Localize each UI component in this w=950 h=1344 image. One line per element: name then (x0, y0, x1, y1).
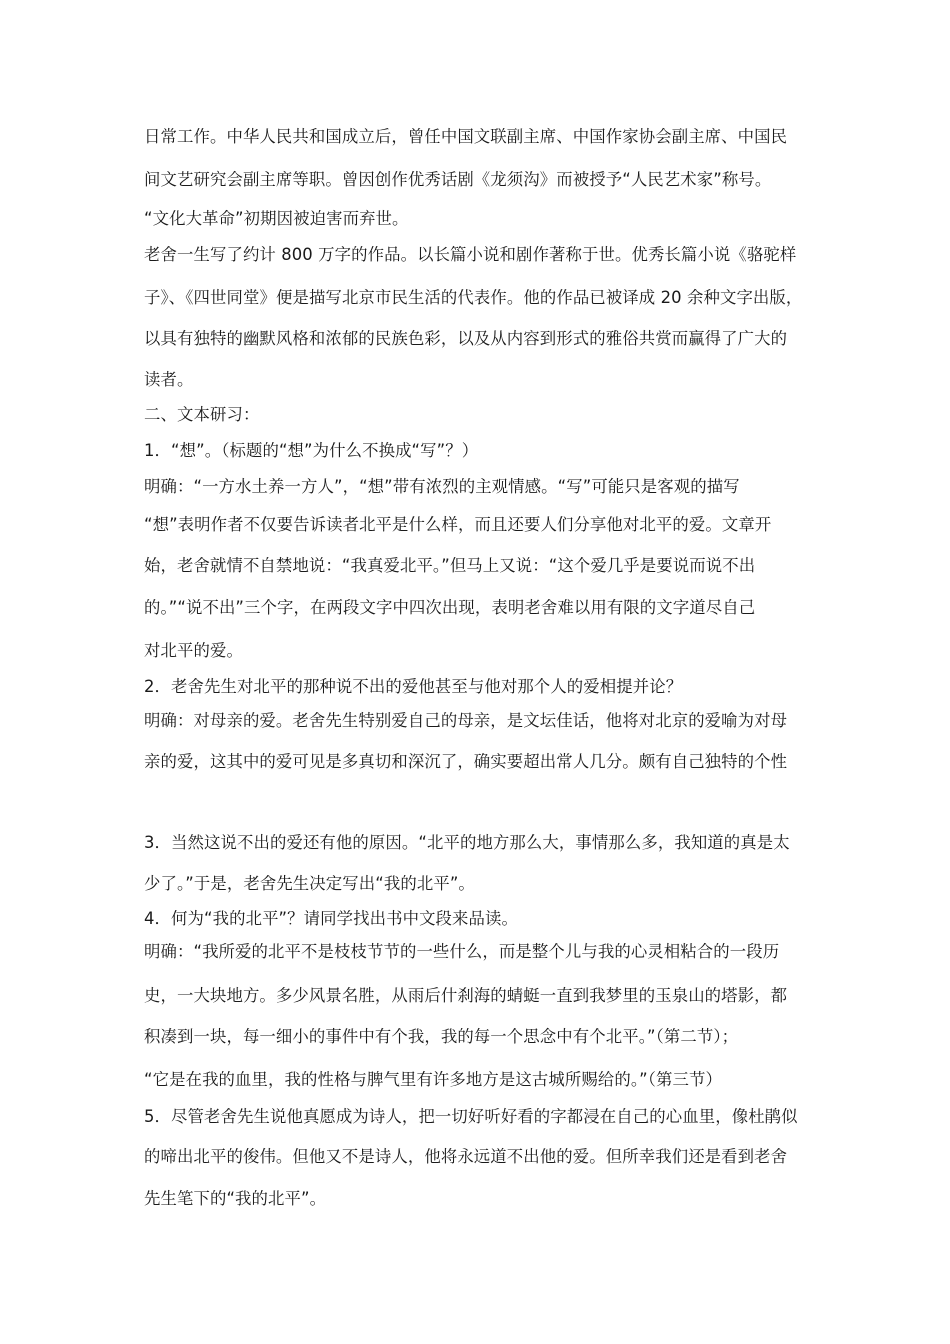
section-heading: 二、文本研习： (144, 405, 260, 424)
text-line: 少了。”于是，老舍先生决定写出“我的北平”。 (144, 874, 475, 893)
text-line: 亲的爱，这其中的爱可见是多真切和深沉了，确实要超出常人几分。颇有自己独特的个性 (144, 752, 788, 771)
text-line: 对北平的爱。 (144, 641, 243, 660)
text-line: 明确：“一方水土养一方人”，“想”带有浓烈的主观情感。“写”可能只是客观的描写 (144, 477, 740, 496)
text-line: 子》、《四世同堂》便是描写北京市民生活的代表作。他的作品已被译成 20 余种文字出版， (144, 288, 803, 307)
text-line: 老舍一生写了约计 800 万字的作品。以长篇小说和剧作著称于世。优秀长篇小说《骆驼样 (144, 245, 797, 264)
text-line: 的啼出北平的俊伟。但他又不是诗人，他将永远道不出他的爱。但所幸我们还是看到老舍 (144, 1147, 788, 1166)
question-line: 2．老舍先生对北平的那种说不出的爱他甚至与他对那个人的爱相提并论？ (144, 677, 683, 696)
text-line: 始，老舍就情不自禁地说：“我真爱北平。”但马上又说：“这个爱几乎是要说而说不出 (144, 556, 756, 575)
question-line: 1．“想”。（标题的“想”为什么不换成“写”？） (144, 441, 479, 460)
text-line: “想”表明作者不仅要告诉读者北平是什么样，而且还要人们分享他对北平的爱。文章开 (144, 515, 772, 534)
question-line: 5．尽管老舍先生说他真愿成为诗人，把一切好听好看的字都浸在自己的心血里，像杜鹃似 (144, 1107, 798, 1126)
text-line: 先生笔下的“我的北平”。 (144, 1189, 327, 1208)
text-line: 读者。 (144, 370, 194, 389)
text-line: 以具有独特的幽默风格和浓郁的民族色彩，以及从内容到形式的雅俗共赏而赢得了广大的 (144, 329, 788, 348)
text-line: 的。”“说不出”三个字，在两段文字中四次出现，表明老舍难以用有限的文字道尽自己 (144, 598, 756, 617)
text-line: 间文艺研究会副主席等职。曾因创作优秀话剧《龙须沟》而被授予“人民艺术家”称号。 (144, 170, 772, 189)
text-line: 史，一大块地方。多少风景名胜，从雨后什刹海的蜻蜓一直到我梦里的玉泉山的塔影，都 (144, 986, 788, 1005)
text-line: “文化大革命”初期因被迫害而弃世。 (144, 209, 409, 228)
text-line: 明确：对母亲的爱。老舍先生特别爱自己的母亲，是文坛佳话，他将对北京的爱喻为对母 (144, 711, 788, 730)
text-line: 日常工作。中华人民共和国成立后，曾任中国文联副主席、中国作家协会副主席、中国民 (144, 127, 788, 146)
text-line: 积凑到一块，每一细小的事件中有个我，我的每一个思念中有个北平。”（第二节）； (144, 1027, 739, 1046)
text-line: “它是在我的血里，我的性格与脾气里有许多地方是这古城所赐给的。”（第三节） (144, 1070, 722, 1089)
question-line: 3．当然这说不出的爱还有他的原因。“北平的地方那么大，事情那么多，我知道的真是太 (144, 833, 790, 852)
text-line: 明确：“我所爱的北平不是枝枝节节的一些什么，而是整个儿与我的心灵相粘合的一段历 (144, 942, 780, 961)
question-line: 4．何为“我的北平”？请同学找出书中文段来品读。 (144, 909, 519, 928)
